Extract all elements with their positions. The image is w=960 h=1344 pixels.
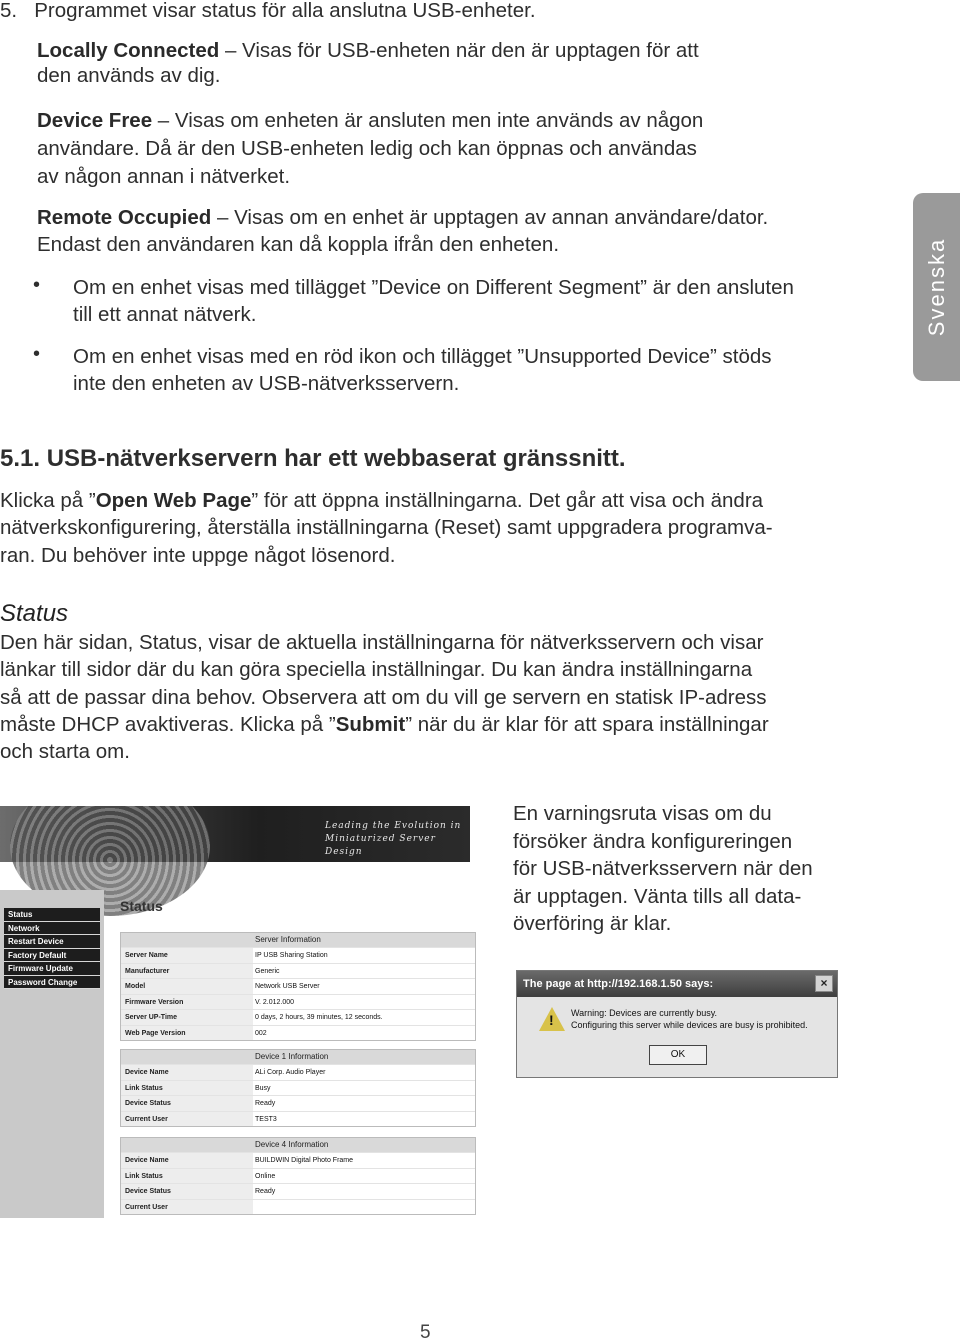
term-text-line: Endast den användaren kan då koppla ifrån den enheten. — [37, 233, 560, 256]
row-label: Device Status — [121, 1184, 253, 1199]
row-label: Link Status — [121, 1169, 253, 1184]
warning-note-line: för USB-nätverksservern när den — [513, 857, 813, 880]
row-value: Generic — [255, 967, 280, 975]
banner — [0, 806, 470, 862]
table-header: Server Information — [121, 933, 475, 947]
row-value: Busy — [255, 1084, 271, 1092]
language-side-tab — [913, 193, 960, 381]
table-row — [121, 1152, 475, 1168]
menu-item-factory-default[interactable]: Factory Default — [4, 949, 100, 963]
bullet-marker: • — [33, 343, 41, 365]
warning-note-line: försöker ändra konfigureringen — [513, 830, 793, 853]
row-label: Firmware Version — [121, 995, 253, 1010]
message-line: Warning: Devices are currently busy. — [571, 1008, 718, 1018]
device-4-information-table — [120, 1137, 476, 1215]
list-number: 5. — [0, 0, 18, 22]
row-label: Model — [121, 979, 253, 994]
row-value: Ready — [255, 1100, 276, 1107]
text: måste DHCP avaktiveras. Klicka på ” — [0, 713, 336, 736]
row-value: 0 days, 2 hours, 39 minutes, 12 seconds. — [255, 1014, 383, 1021]
table-row — [121, 994, 475, 1010]
status-line: Den här sidan, Status, visar de aktuella inställningarna för nätverksservern och visar — [0, 631, 764, 654]
row-value: Network USB Server — [255, 983, 320, 990]
menu-item-network[interactable]: Network — [4, 922, 100, 936]
table-row — [121, 963, 475, 979]
page-number: 5 — [420, 1322, 431, 1343]
table-row — [121, 1199, 475, 1215]
warning-note-line: En varningsruta visas om du — [513, 802, 772, 825]
submit-label: Submit — [335, 713, 406, 736]
text: Klicka på ” — [0, 489, 96, 512]
row-value: TEST3 — [255, 1115, 277, 1123]
section-paragraph — [0, 487, 763, 514]
close-button[interactable]: × — [815, 975, 833, 992]
row-value — [253, 1200, 475, 1215]
dialog-title-bar — [517, 971, 837, 997]
term-label: Remote Occupied — [37, 206, 212, 229]
nav-menu — [4, 908, 100, 989]
term-label: Locally Connected — [37, 39, 220, 62]
row-value: ALi Corp. Audio Player — [255, 1069, 326, 1076]
language-label: Svenska — [923, 237, 949, 337]
table-row — [121, 978, 475, 994]
row-value: V. 2.012.000 — [255, 998, 295, 1006]
server-information-table — [120, 932, 476, 1041]
list-text: Programmet visar status för alla anslutna USB-enheter. — [34, 0, 536, 22]
row-value: BUILDWIN Digital Photo Frame — [255, 1157, 354, 1164]
term-text: – Visas om en enhet är upptagen av annan användare/dator. — [211, 206, 769, 229]
warning-note-line: är upptagen. Vänta tills all data- — [513, 885, 802, 908]
text: ” när du är klar för att spara inställningar — [405, 713, 769, 736]
row-label: Server UP-Time — [121, 1010, 253, 1025]
section-paragraph-line: ran. Du behöver inte uppge något lösenord. — [0, 544, 396, 567]
menu-item-restart-device[interactable]: Restart Device — [4, 935, 100, 949]
table-row — [121, 1080, 475, 1096]
table-header: Device 4 Information — [121, 1138, 475, 1152]
menu-item-status[interactable]: Status — [4, 908, 100, 922]
section-paragraph-line: nätverkskonfigurering, återställa inställningarna (Reset) samt uppgradera programva- — [0, 516, 773, 539]
banner-tagline — [325, 820, 470, 859]
section-heading: 5.1. USB-nätverkservern har ett webbaserat gränssnitt. — [0, 445, 626, 472]
message-line: Configuring this server while devices are busy is prohibited. — [571, 1020, 808, 1030]
table-header: Device 1 Information — [121, 1050, 475, 1064]
status-line: så att de passar dina behov. Observera att om du vill ge servern en statisk IP-adress — [0, 686, 767, 709]
row-value: 002 — [255, 1029, 267, 1037]
dialog-message — [571, 1007, 808, 1031]
term-text-line: den används av dig. — [37, 64, 221, 87]
warning-icon: ! — [539, 1007, 565, 1031]
term-locally-connected — [37, 37, 699, 64]
device-1-information-table — [120, 1049, 476, 1127]
row-label: Device Status — [121, 1096, 253, 1111]
bullet-text: inte den enheten av USB-nätverksservern. — [73, 372, 460, 395]
table-row — [121, 1009, 475, 1025]
text: ” för att öppna inställningarna. Det går att visa och ändra — [251, 489, 764, 512]
page-title: Status — [120, 898, 163, 914]
table-row — [121, 947, 475, 963]
table-row — [121, 1111, 475, 1127]
row-label: Manufacturer — [121, 964, 253, 979]
warning-note-line: överföring är klar. — [513, 912, 672, 935]
term-text-line: av någon annan i nätverket. — [37, 165, 291, 188]
row-label: Web Page Version — [121, 1026, 253, 1041]
table-row — [121, 1025, 475, 1041]
term-text: – Visas för USB-enheten när den är upptagen för att — [219, 39, 699, 62]
table-row — [121, 1095, 475, 1111]
term-label: Device Free — [37, 109, 153, 132]
term-text-line: användare. Då är den USB-enheten ledig och kan öppnas och användas — [37, 137, 697, 160]
web-ui-screenshot — [0, 806, 480, 1218]
row-label: Device Name — [121, 1153, 253, 1168]
open-web-page-label: Open Web Page — [95, 489, 252, 512]
table-row — [121, 1183, 475, 1199]
ok-button[interactable]: OK — [649, 1045, 707, 1065]
menu-item-firmware-update[interactable]: Firmware Update — [4, 962, 100, 976]
row-label: Current User — [121, 1112, 253, 1127]
row-label: Link Status — [121, 1081, 253, 1096]
tagline-line: Miniaturized Server Design — [325, 834, 436, 857]
dialog-title: The page at http://192.168.1.50 says: — [523, 978, 714, 990]
status-line: länkar till sidor där du kan göra speciella inställningar. Du kan ändra inställningarna — [0, 658, 753, 681]
term-remote-occupied — [37, 204, 768, 231]
term-device-free — [37, 107, 703, 134]
status-heading: Status — [0, 600, 69, 627]
table-row — [121, 1168, 475, 1184]
menu-item-password-change[interactable]: Password Change — [4, 976, 100, 990]
row-label: Current User — [121, 1200, 253, 1215]
term-text: – Visas om enheten är ansluten men inte används av någon — [152, 109, 704, 132]
bullet-text: Om en enhet visas med tillägget ”Device on Different Segment” är den ansluten — [73, 276, 794, 299]
tagline-line: Leading the Evolution in — [325, 821, 462, 831]
bullet-text: Om en enhet visas med en röd ikon och tillägget ”Unsupported Device” stöds — [73, 345, 772, 368]
row-value: Ready — [255, 1188, 276, 1195]
row-value: Online — [255, 1172, 276, 1180]
row-label: Device Name — [121, 1065, 253, 1080]
warning-dialog — [516, 970, 838, 1078]
table-row — [121, 1064, 475, 1080]
bullet-text: till ett annat nätverk. — [73, 303, 257, 326]
status-line — [0, 711, 769, 738]
bullet-marker: • — [33, 274, 41, 296]
status-line: och starta om. — [0, 740, 130, 763]
row-value: IP USB Sharing Station — [255, 952, 328, 959]
row-label: Server Name — [121, 948, 253, 963]
list-item-5 — [0, 0, 536, 24]
